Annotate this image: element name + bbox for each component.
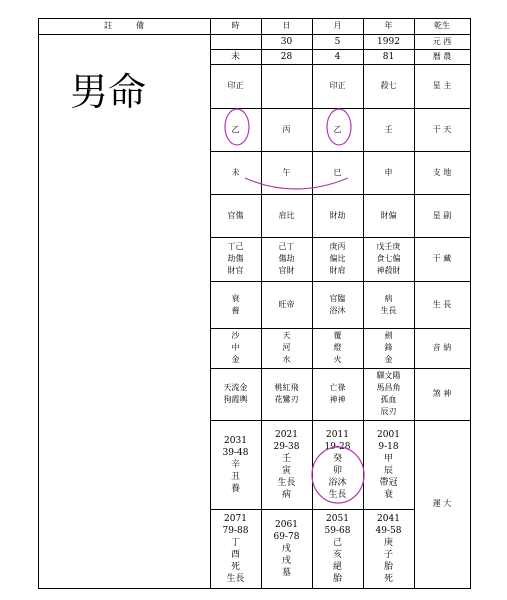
- pillar-cell-text: 河: [282, 343, 291, 352]
- pillar-cell-text: 神神: [329, 395, 346, 404]
- dayun-cell-text: 甲: [383, 453, 393, 464]
- dayun-cell-text: 卯: [332, 465, 342, 476]
- dayun-cell-text: 2021: [275, 429, 298, 440]
- pillar-cell-text: 壬: [384, 124, 393, 134]
- pillar-cell-text: 馬昌角: [376, 383, 401, 392]
- dayun-cell-text: 辰: [383, 465, 393, 476]
- dayun-cell-text: 丑: [230, 471, 240, 482]
- row-label-text: 星 副: [432, 210, 452, 220]
- solar-label-text: 元 西: [432, 36, 452, 46]
- pillar-cell-text: 天流金: [223, 383, 248, 392]
- dayun-cell-text: 2031: [224, 435, 247, 446]
- dayun-cell-text: 庚: [383, 537, 393, 548]
- row-label-text: 星 主: [432, 81, 452, 90]
- dayun-cell-text: 胎: [332, 573, 342, 584]
- pillar-cell-text: 申: [384, 167, 393, 177]
- dayun-cell-text: 養: [230, 483, 240, 494]
- pillar-cell-text: 丁己: [227, 242, 244, 251]
- row-label-text: 干 藏: [432, 254, 452, 263]
- row-label-text: 生 長: [432, 299, 452, 309]
- dayun-cell-text: 2011: [326, 429, 349, 440]
- dayun-cell-text: 胎: [383, 561, 393, 572]
- dayun-cell-text: 2051: [326, 513, 349, 524]
- dayun-label-text: 運 大: [432, 499, 452, 508]
- pillar-cell-text: 偏比: [329, 254, 346, 263]
- pillar-cell-text: 官傷: [227, 210, 244, 220]
- row-label-text: 支 地: [432, 167, 452, 177]
- pillar-cell-text: 印正: [227, 81, 244, 90]
- row-label-text: 煞 神: [432, 389, 452, 398]
- pillar-cell-text: 庚丙: [329, 242, 346, 251]
- column-header-text: 時: [231, 21, 240, 30]
- dayun-cell-text: 寅: [281, 465, 291, 476]
- dayun-cell-text: 9-18: [378, 441, 399, 452]
- dayun-cell-text: 亥: [332, 549, 342, 560]
- pillar-cell-text: 金: [231, 355, 240, 364]
- pillar-cell-text: 火: [333, 355, 342, 364]
- pillar-cell-text: 孤血: [380, 395, 397, 404]
- dayun-cell-text: 死: [230, 561, 240, 572]
- pillar-cell-text: 神殺財: [376, 266, 401, 275]
- column-header-text: 月: [333, 21, 342, 30]
- dayun-cell-text: 浴沐: [328, 477, 347, 488]
- dayun-cell-text: 子: [383, 549, 393, 560]
- dayun-cell-text: 生長: [226, 573, 245, 584]
- dayun-cell-text: 49-58: [375, 525, 402, 536]
- arc-mark-branches: [245, 178, 348, 189]
- dayun-cell-text: 39-48: [222, 447, 249, 458]
- dayun-cell-text: 戌: [281, 543, 291, 554]
- pillar-cell-text: 財肩: [329, 266, 346, 275]
- notes-header-text: 註 備: [104, 21, 144, 30]
- pillar-cell-text: 財劫: [329, 210, 346, 220]
- pillar-cell-text: 覆: [333, 331, 342, 340]
- pillar-cell-text: 午: [282, 167, 291, 177]
- pillar-cell-text: 浴沐: [329, 305, 346, 315]
- pillar-cell-text: 肩比: [278, 210, 295, 220]
- dayun-cell-text: 2041: [377, 513, 400, 524]
- pillar-cell-text: 狗霞輿: [223, 395, 248, 404]
- row-label-text: 干 天: [432, 124, 452, 134]
- column-header-text: 日: [282, 21, 291, 30]
- pillar-cell-text: 金: [384, 355, 393, 364]
- dayun-cell-text: 衰: [383, 489, 393, 500]
- pillar-cell-text: 財偏: [380, 210, 397, 220]
- lunar-label-text: 曆 農: [432, 51, 452, 61]
- lunar-cell-text: 4: [334, 51, 341, 62]
- circle-mark-hour-stem: [225, 109, 249, 145]
- column-header-text: 年: [384, 21, 393, 30]
- dayun-cell-text: 己: [332, 537, 342, 548]
- pillar-cell-text: 旺帝: [278, 299, 295, 309]
- pillar-cell-text: 己丁: [278, 242, 295, 251]
- pillar-cell-text: 財官: [227, 266, 244, 275]
- pillar-cell-text: 官財: [278, 266, 295, 275]
- dayun-cell-text: 壬: [281, 453, 291, 464]
- lunar-cell-text: 未: [230, 51, 240, 62]
- solar-cell-text: 5: [334, 36, 341, 47]
- pillar-cell-text: 病: [384, 293, 393, 303]
- dayun-cell-text: 丁: [230, 537, 240, 548]
- pillar-cell-text: 官臨: [329, 293, 346, 303]
- pillar-cell-text: 沙: [231, 331, 240, 340]
- pillar-cell-text: 丙: [282, 124, 291, 134]
- pillar-cell-text: 乙: [333, 124, 342, 134]
- pillar-cell-text: 中: [231, 343, 240, 352]
- pillar-cell-text: 印正: [329, 81, 346, 90]
- dayun-cell-text: 死: [383, 573, 393, 584]
- pillar-cell-text: 食七偏: [376, 254, 401, 263]
- pillar-cell-text: 養: [231, 305, 240, 315]
- dayun-cell-text: 19-28: [324, 441, 351, 452]
- circle-mark-dayun: [312, 447, 364, 503]
- pillar-cell-text: 傷劫: [278, 254, 295, 263]
- pillar-cell-text: 鋒: [384, 343, 393, 352]
- dayun-cell-text: 帶冠: [379, 477, 398, 488]
- lunar-cell-text: 81: [382, 51, 395, 62]
- pillar-cell-text: 未: [231, 167, 240, 177]
- dayun-cell-text: 酉: [230, 549, 240, 560]
- circle-mark-month-stem: [327, 109, 351, 145]
- dayun-cell-text: 2001: [377, 429, 400, 440]
- pillar-cell-text: 戊壬庚: [376, 242, 401, 251]
- pillar-cell-text: 乙: [231, 124, 240, 134]
- pillar-cell-text: 生長: [380, 305, 397, 315]
- pillar-cell-text: 天: [282, 331, 291, 340]
- dayun-cell-text: 絕: [332, 561, 342, 572]
- column-header-text: 乾生: [434, 21, 450, 30]
- pillar-cell-text: 亡祿: [329, 383, 346, 392]
- pillar-cell-text: 衰: [231, 293, 240, 303]
- row-label-text: 音 納: [432, 343, 452, 352]
- dayun-cell-text: 癸: [332, 453, 342, 464]
- dayun-cell-text: 69-78: [273, 531, 300, 542]
- pillar-cell-text: 驛文陽: [376, 371, 401, 380]
- pillar-cell-text: 劫傷: [227, 254, 244, 263]
- pillar-cell-text: 巳: [333, 167, 342, 177]
- dayun-cell-text: 2061: [275, 519, 298, 530]
- pillar-cell-text: 花鸞刃: [274, 395, 299, 404]
- dayun-cell-text: 2071: [224, 513, 247, 524]
- pillar-cell-text: 燈: [333, 343, 342, 352]
- dayun-cell-text: 病: [281, 489, 291, 500]
- solar-cell-text: 30: [280, 36, 293, 47]
- dayun-cell-text: 辛: [230, 459, 240, 470]
- dayun-cell-text: 生長: [328, 489, 347, 500]
- dayun-cell-text: 戌: [281, 555, 291, 566]
- pillar-cell-text: 辰刃: [380, 407, 397, 416]
- pillar-cell-text: 水: [282, 355, 291, 364]
- pillar-cell-text: 劍: [384, 331, 393, 340]
- dayun-cell-text: 29-38: [273, 441, 300, 452]
- solar-cell-text: 1992: [377, 36, 400, 47]
- dayun-cell-text: 59-68: [324, 525, 351, 536]
- pillar-cell-text: 殺七: [380, 81, 397, 90]
- page-title: 男命: [70, 70, 147, 114]
- dayun-cell-text: 生長: [277, 477, 296, 488]
- lunar-cell-text: 28: [280, 51, 293, 62]
- dayun-cell-text: 79-88: [222, 525, 249, 536]
- dayun-cell-text: 墓: [281, 567, 291, 578]
- pillar-cell-text: 桃紅飛: [274, 383, 299, 392]
